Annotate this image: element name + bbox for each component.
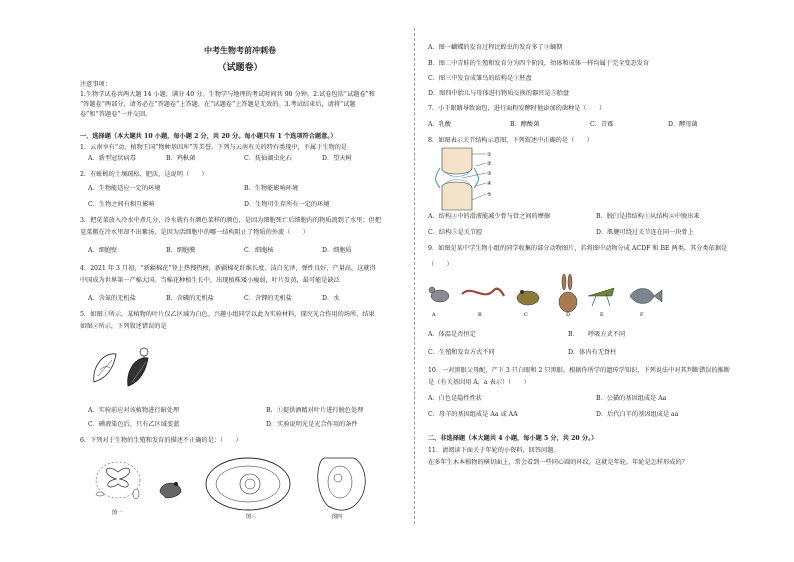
q10-option-c[interactable]: C．母羊的基因组成是 Aa 或 AA — [428, 411, 518, 418]
notice-heading: 注意事项： — [80, 81, 111, 88]
joint-label-2: ② — [487, 161, 492, 167]
q2-option-c[interactable]: C．生物之间有相互影响 — [88, 201, 155, 208]
reproduction-figures — [88, 452, 408, 522]
question-8: 8．如图表示关节结构示意图，下列叙述中正确的是（ ） — [428, 137, 593, 144]
joint-label-4: ④ — [487, 181, 492, 187]
q7-option-a[interactable]: A．乳酸 — [428, 121, 452, 128]
q5-option-c[interactable]: C．碘液染色后，只有乙区域变蓝 — [88, 421, 180, 428]
question-5-line: 如图②所示，下列叙述错误的是 — [80, 323, 167, 330]
joint-label-5: ⑤ — [487, 192, 492, 198]
q4-option-d[interactable]: D．水 — [322, 295, 340, 302]
q1-option-c[interactable]: C．抚仙湖虫化石 — [244, 155, 293, 162]
q1-option-d[interactable]: D．望天树 — [322, 155, 352, 162]
joint-structure-figure — [432, 148, 512, 210]
question-7: 7．小王眼睛导致面包，进行面粉发酵时他添加的菌种是（ ） — [428, 105, 606, 112]
question-5-line: 5．如图①所示，某植物的叶片仅乙区域为白色。兴趣小组同学以此为实验材料，探究光合作用的场所，结果 — [80, 311, 375, 318]
q8-option-d[interactable]: D．肌腱可绕过关节连在同一块骨上 — [596, 229, 694, 236]
question-2: 2．有蚯蚓的土壤疏松、肥沃，这说明（ ） — [80, 171, 208, 178]
animal-label-c: C — [524, 312, 528, 318]
q6-option-a[interactable]: A．图一蝴蝶的发育过程比蝗虫的发育多了③蛹期 — [428, 44, 563, 51]
question-9-line: （ ） — [428, 261, 453, 268]
question-11-line: 11．请阅读下面关于年轮的小资料，回答问题。 — [428, 447, 560, 454]
q5-option-d[interactable]: D．实验说明光是光合作用的条件 — [266, 421, 358, 428]
notice-line: 1.生物学试卷共两大题 14 小题，满分 40 分。生物学与地理的考试时间共 90 分钟。2.试卷包括“试题卷”和 — [80, 91, 375, 98]
question-4-line: 4．2021 年 3 月初，“新疆棉花”登上热搜热榜，新疆棉花纤维长度、洁白光泽，弹性良好，产量高，这就得 — [80, 265, 376, 272]
q9-option-a[interactable]: A．体温是否恒定 — [428, 331, 476, 338]
animal-label-d: D — [566, 312, 571, 318]
q3-option-c[interactable]: C．细胞核 — [244, 247, 274, 254]
q3-option-a[interactable]: A．细胞壁 — [88, 247, 118, 254]
q2-option-d[interactable]: D．生物可生存所有一定的环境 — [244, 201, 330, 208]
q4-option-c[interactable]: C．含钾的无机盐 — [244, 295, 293, 302]
q2-option-b[interactable]: B．生物能影响环境 — [244, 185, 299, 192]
animal-label-e: E — [600, 312, 604, 318]
question-4-line: 中国成为世界第一产棉大国。当棉花种植生长中，出现植株矮小瘦弱，叶片发黄，最可能是缺泛 — [80, 277, 340, 284]
q9-option-c[interactable]: C．生殖和发育方式不同 — [428, 349, 495, 356]
q8-option-a[interactable]: A．结构③中的滑液能减少骨与骨之间的摩擦 — [428, 213, 551, 220]
question-10-line: 10．一对黑眼父母配，产下 3 只白眼和 2 只黑眼。根据你所学的遗传学知识，下列说法中对其判断错误的推断 — [428, 367, 731, 374]
q9-option-b[interactable]: B． 呼吸方式不同 — [568, 331, 626, 338]
section-1-heading: 一、选择题（本大题共 10 小题，每小题 2 分，共 20 分。每小题只有 1 个选项符合题意。） — [80, 133, 337, 140]
figure-four-caption: 图四 — [332, 514, 343, 520]
question-10-line: 是（有关基因用 A，a 表示）（ ） — [428, 379, 530, 386]
animal-label-a: A — [432, 312, 436, 318]
animals-figure — [428, 274, 668, 320]
q5-option-b[interactable]: B．①提供酒精对叶片进行脱色处理 — [266, 407, 364, 414]
q4-option-b[interactable]: B．含磷的无机盐 — [166, 295, 214, 302]
q8-option-b[interactable]: B．脱臼是指结构①从结构④中脱出来 — [596, 213, 700, 220]
notice-line: “答题卷”两部分，请务必在“答题卷”上答题，在“试题卷”上答题是无效的。3.考试结束后，请将“试题 — [80, 101, 356, 108]
animal-label-b: B — [478, 312, 482, 318]
joint-label-1: ① — [487, 152, 492, 158]
leaf-experiment-figure — [88, 340, 158, 395]
figure-three-caption: 图三 — [246, 514, 257, 520]
q7-option-d[interactable]: D．酵母菌 — [668, 121, 698, 128]
question-3-line: 3．把苋菜放入冷水中煮几分，冷水就有有颜色菜样的颜色，是因为细胞死亡后细胞内的物质流到了水里；但把 — [80, 217, 381, 224]
figure-one-caption: 图一 — [112, 510, 123, 516]
question-3-line: 苋菜搬在冷水里却不出紫汤，是因为活细胞中的哪一结构阻止了物质的外流（ ） — [80, 229, 309, 236]
q6-option-c[interactable]: C．图三中发育成雏鸟的结构是①胚盘 — [428, 75, 532, 82]
q3-option-b[interactable]: B．细胞膜 — [166, 247, 196, 254]
q8-option-c[interactable]: C．结构⑤是关节腔 — [428, 229, 483, 236]
q1-option-b[interactable]: B．鸡枞菌 — [166, 155, 196, 162]
q7-option-c[interactable]: C．青霉 — [590, 121, 614, 128]
notice-line: 卷”和“答题卷”一并交回。 — [80, 111, 152, 118]
section-2-heading: 二、非选择题（本大题共 4 小题，每小题 5 分，共 20 分。） — [428, 435, 598, 442]
q3-option-d[interactable]: D．细胞质 — [322, 247, 352, 254]
column-divider — [414, 28, 415, 524]
q7-option-b[interactable]: B．酵酸菌 — [510, 121, 540, 128]
q2-option-a[interactable]: A．生物能适应一定的环境 — [88, 185, 161, 192]
question-9-line: 9．如图是某中学生物小组的同学收集的部分动物图片，若将图中动物分成 ACDF 和 BE 两类，其分类依据是 — [428, 245, 728, 252]
exam-subtitle: （试题卷） — [217, 63, 263, 73]
q6-option-b[interactable]: B．图二中青蛙的生殖和发育分为四个阶段，幼体和成体一样均属于完全变态发育 — [428, 60, 650, 67]
joint-label-3: ③ — [487, 171, 492, 177]
question-1: 1．云南享有“动、植物王国”物种基因库”等美誉。下列与云南有关的特有类现中，不属于生物的是 — [80, 144, 348, 151]
q5-option-a[interactable]: A．实验前应对该植物进行暗处理 — [88, 407, 180, 414]
q1-option-a[interactable]: A．新型冠状病毒 — [88, 155, 136, 162]
q6-option-d[interactable]: D．图四中胎儿与母体进行物质交换的器官是⑤胎盘 — [428, 90, 570, 97]
question-11-line: 在多年生木本植物的横切面上，常会看到一些同心圆的环纹，这就是年轮。年轮是怎样形成的？ — [428, 459, 688, 466]
animal-label-f: F — [640, 312, 644, 318]
q10-option-d[interactable]: D．后代白羊的基因组成是 aa — [596, 411, 679, 418]
question-6: 6．下列对于生物的生殖和发育的描述不正确的是：（ ） — [80, 437, 242, 444]
q4-option-a[interactable]: A．含氮的无机盐 — [88, 295, 136, 302]
q10-option-a[interactable]: A．白色是隐性性状 — [428, 395, 482, 402]
q9-option-d[interactable]: D．体内有无脊柱 — [568, 349, 617, 356]
q10-option-b[interactable]: B．公猫的基因组成是 Aa — [596, 395, 667, 402]
exam-title: 中考生物考前冲刺卷 — [204, 45, 276, 55]
